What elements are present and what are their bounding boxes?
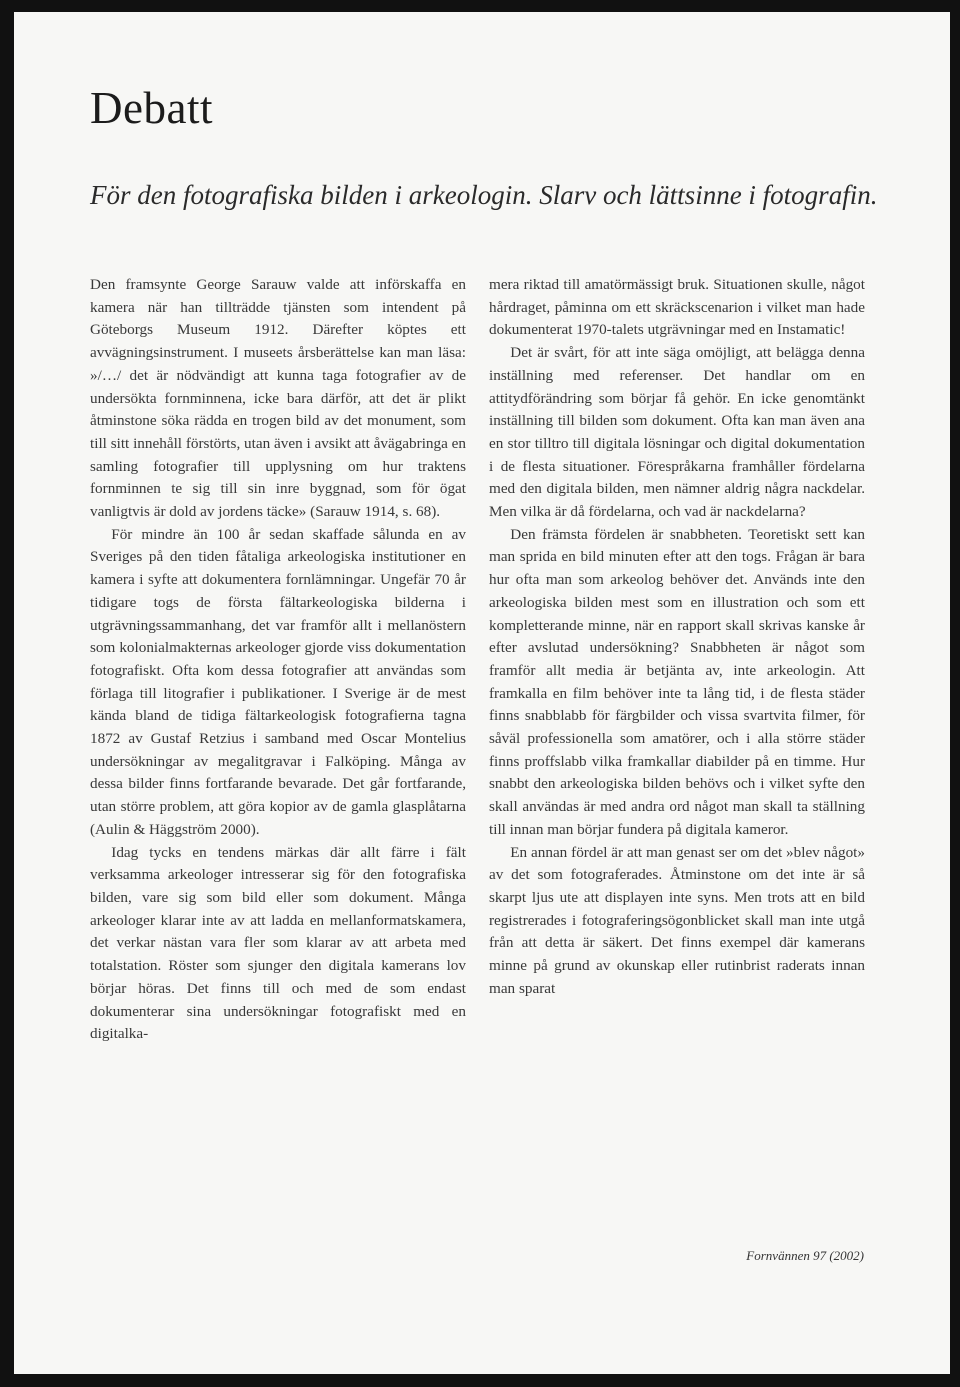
paragraph: Det är svårt, för att inte säga omöjligt, att belägga denna inställning med referenser. Det handlar om en attitydförändring som börjar få gehör. En icke genomtänkt inställning till bilden som dokument. Ofta kan man även ana en stor tilltro till digitala lösningar och digital dokumentation i de flesta situationer. Förespråkarna framhåller fördelarna med den digitala bilden, men nämner aldrig några nackdelar. Men vilka är då fördelarna, och vad är nackdelarna? bbox=[489, 344, 865, 521]
paragraph: En annan fördel är att man genast ser om det »blev något» av det som fotograferades. Åtminstone om det inte är så skarpt ljus ute att displayen inte syns. Men trots att en bild registrerades i fotograferingsögonblicket skall man inte utgå från att detta är säkert. Det finns exempel där kamerans minne på grund av okunskap eller rutinbrist raderats innan man sparat bbox=[489, 843, 865, 997]
paragraph: Den främsta fördelen är snabbheten. Teoretiskt sett kan man sprida en bild minuten efter att den togs. Frågan är bara hur ofta man som arkeolog behöver det. Används inte den arkeologiska bilden mest som en illustration och som ett kompletterande minne, när en rapport skall skrivas kanske år efter avslutad undersökning? Snabbheten är något som framför allt media är betjänta av, inte arkeologin. Att framkalla en film behöver inte ta lång tid, i de flesta städer finns snabblabb för färgbilder och vissa svartvita filmer, för såväl professionella som amatörer, och i alla större städer finns proffslabb vilka framkallar diabilder på en timme. Hur snabbt den arkeologiska bilden behövs och i vilket syfte den skall användas är med andra ord något man skall ta ställning till innan man börjar fundera på digitala kameror. bbox=[489, 525, 865, 838]
left-column bbox=[90, 274, 466, 1046]
article-title: För den fotografiska bilden i arkeologin. Slarv och lättsinne i fotografin. bbox=[90, 180, 878, 210]
paragraph: Den framsynte George Sarauw valde att införskaffa en kamera när han tillträdde tjänsten som intendent på Göteborgs Museum 1912. Därefter köptes ett avvägningsinstrument. I museets årsberättelse kan man läsa: »/…/ det är nödvändigt att kunna taga fotografier av de undersökta fornminnena, icke bara därför, att det är plikt åtminstone söka rädda en trogen bild av det monument, som till sitt innehåll förstörts, utan även i avsikt att åvägabringa en samling fotografier till upplysning om hur traktens fornminnen te sig till sin inre byggnad, som för ögat vanligtvis är dold av jordens täcke» (Sarauw 1914, s. 68). bbox=[90, 276, 466, 521]
journal-page bbox=[14, 12, 950, 1374]
section-heading: Debatt bbox=[90, 83, 213, 133]
paragraph: Idag tycks en tendens märkas där allt färre i fält verksamma arkeologer intresserar sig för den fotografiska bilden, vare sig som bild eller som dokument. Många arkeologer klarar inte av att ladda en mellanformatskamera, det verkar nästan vara fler som klarar av att arbeta med totalstation. Röster som sjunger den digitala kamerans lov börjar höras. Det finns till och med de som endast dokumenterar sina undersökningar fotografiskt med en digitalka- bbox=[90, 843, 466, 1043]
paragraph: mera riktad till amatörmässigt bruk. Situationen skulle, något hårdraget, påminna om ett skräckscenarion i vilket man hade dokumenterat 1970-talets utgrävningar med en Instamatic! bbox=[489, 276, 865, 339]
journal-footer: Fornvännen 97 (2002) bbox=[746, 1248, 864, 1263]
paragraph: För mindre än 100 år sedan skaffade sålunda en av Sveriges på den tiden fåtaliga arkeologiska institutioner en kamera i syfte att dokumentera fornlämningar. Ungefär 70 år tidigare togs de första fältarkeologiska bilderna i utgrävningssammanhang, det var framför allt i mellanöstern som kolonialmakternas arkeologer gjorde viss dokumentation fotografiskt. Ofta kom dessa fotografier att användas som förlaga till litografier i publikationer. I Sverige är de mest kända bland de tidiga fältarkeologisk fotografierna tagna 1872 av Gustaf Retzius i samband med Oscar Montelius undersökningar av megalitgravar i Falköping. Många av dessa bilder finns fortfarande bevarade. Det går fortfarande, utan större problem, att göra kopior av de gamla glasplåtarna (Aulin & Häggström 2000). bbox=[90, 525, 466, 838]
right-column bbox=[489, 274, 865, 1001]
